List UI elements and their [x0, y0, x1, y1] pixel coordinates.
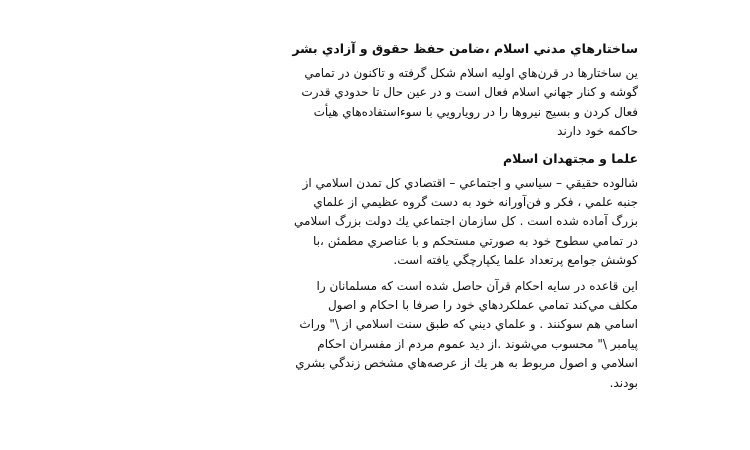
paragraph-line: اسامي هم سوكنند . و علماي ديني كه طبق سنت اسلامي از \" وراث — [299, 317, 638, 332]
paragraph-line: پيامبر \" محسوب مي‌شوند .از ديد عموم مردم از مفسران احكام — [317, 336, 638, 351]
paragraph-line: حاكمه خود دارند — [557, 124, 638, 139]
paragraph-line: مكلف مي‌كند تمامي عملكردهاي خود را صرفا با احكام و اصول — [327, 298, 638, 313]
document-page — [116, 38, 638, 399]
paragraph-quran-rule — [116, 277, 638, 393]
paragraph-line: بزرگ آماده شده است . كل سازمان اجتماعي يك دولت بزرگ اسلامي — [294, 214, 638, 229]
paragraph-line: ين ساختارها در قرن‌هاي اوليه اسلام شكل گرفته و تاكنون در تمامي — [304, 66, 638, 80]
paragraph-line: اسلامي و اصول مربوط به هر يك از عرصه‌هاي مشخص زندگي بشري — [295, 356, 638, 371]
paragraph-line: شالوده حقيقي – سياسي و اجتماعي – اقتصادي كل تمدن اسلامي از — [302, 175, 638, 190]
paragraph-line: گوشه و كنار جهاني اسلام فعال است و در عين حال تا حدودي قدرت — [301, 85, 638, 100]
section-heading-civil-structures: ساختارهاي مدني اسلام ،ضامن حفظ حقوق و آزادي بشر — [292, 41, 638, 56]
paragraph-civil-structures — [116, 64, 638, 142]
paragraph-line: فعال كردن و بسيج نيروها را در رويارويي با سوءاستفاده‌هاي هيأت — [313, 104, 638, 119]
paragraph-line: كوشش جوامع پرتعداد علما يكپارچگي يافته است. — [393, 253, 638, 268]
paragraph-line: بودند. — [609, 375, 638, 390]
paragraph-line: اين قاعده در سايه احكام قرآن حاصل شده است كه مسلمانان را — [316, 278, 638, 293]
section-heading-scholars: علما و مجتهدان اسلام — [502, 150, 638, 166]
paragraph-scholars-foundation — [116, 174, 638, 271]
paragraph-line: در تمامي سطوح خود به صورتي مستحكم و با عناصري مطمئن ،با — [313, 233, 638, 248]
paragraph-line: جنبه علمي ، فكر و فن‌آورانه خود به دست گروه عظيمي از علماي — [313, 195, 638, 210]
